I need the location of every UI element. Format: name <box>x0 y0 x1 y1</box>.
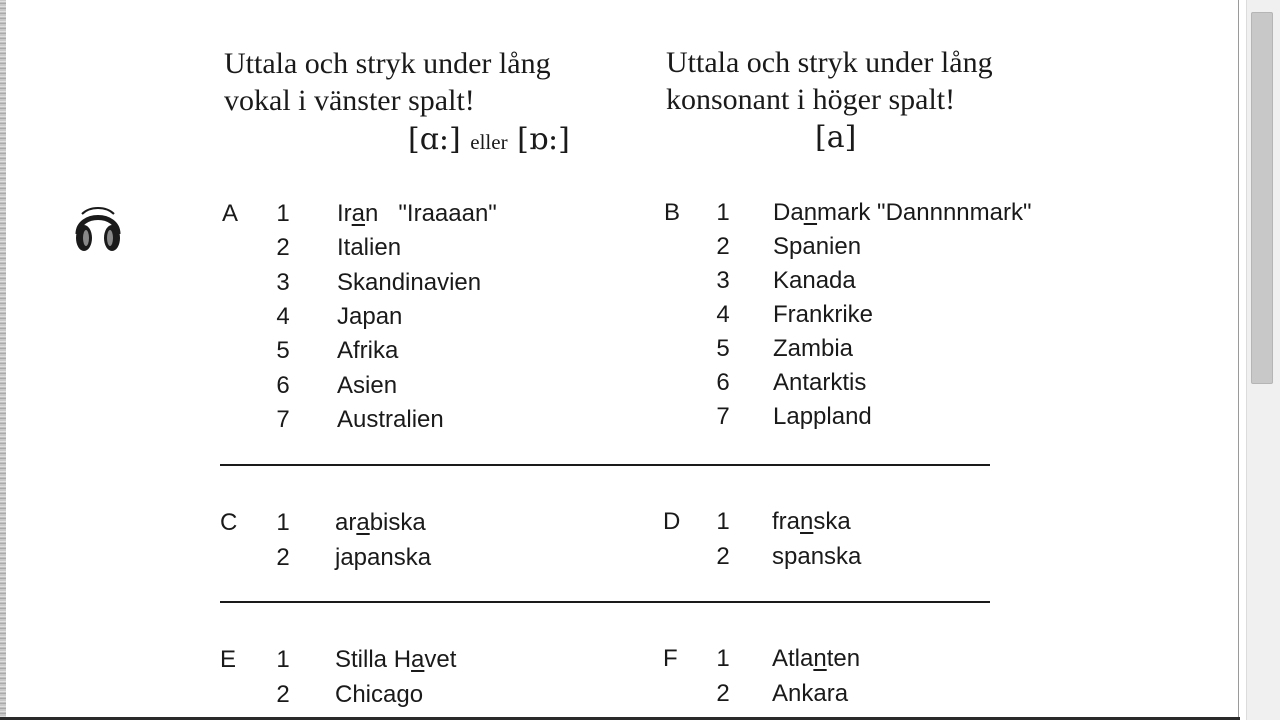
item-number: 7 <box>716 403 730 430</box>
item-word <box>772 677 848 711</box>
item-word-start: japanska <box>335 544 432 571</box>
item-word-start: Antarktis <box>773 369 867 396</box>
instruction-left-line1: Uttala och stryk under lång <box>224 47 551 80</box>
item-word-start: Italien <box>337 234 402 262</box>
item-number: 2 <box>276 544 290 571</box>
item-word-start: Frankrike <box>773 301 874 328</box>
item-number: 2 <box>716 543 730 570</box>
item-word-start: ar <box>335 509 357 536</box>
item-number: 4 <box>716 301 730 328</box>
phonetic-long-a: [ɑ:] <box>408 122 461 157</box>
item-word-start: Zambia <box>773 335 854 362</box>
item-word-start: Asien <box>337 371 398 399</box>
phonetic-left <box>408 122 570 157</box>
instruction-right-line2: konsonant i höger spalt! <box>666 83 956 116</box>
item-word-start: Australien <box>337 405 444 433</box>
item-word-start: Atla <box>772 645 814 672</box>
item-number: 2 <box>276 681 290 708</box>
item-word <box>335 506 426 540</box>
item-word-end: mark "Dannnnmark" <box>817 199 1032 226</box>
item-word-end: biska <box>369 509 426 536</box>
item-word <box>772 540 861 574</box>
item-number: 3 <box>276 268 290 296</box>
item-word <box>337 197 497 231</box>
section-letter: D <box>663 508 681 535</box>
item-word <box>337 403 444 437</box>
item-number: 6 <box>716 369 730 396</box>
instruction-left <box>224 45 551 119</box>
phonetic-right: [a] <box>815 120 857 155</box>
item-word <box>773 298 873 332</box>
section-letter: A <box>222 200 239 227</box>
item-number: 1 <box>276 509 290 536</box>
item-word <box>773 264 856 298</box>
item-number: 2 <box>716 233 730 260</box>
item-number: 1 <box>276 200 290 227</box>
item-number: 1 <box>716 645 730 672</box>
item-word-start: fra <box>772 508 801 535</box>
item-word <box>335 678 423 712</box>
item-number: 2 <box>276 234 290 262</box>
item-word <box>773 196 1032 230</box>
item-word-start: Kanada <box>773 267 856 294</box>
item-word <box>335 643 456 677</box>
item-word-underlined: n <box>803 199 818 226</box>
item-number: 6 <box>276 371 290 399</box>
item-number: 5 <box>716 335 730 362</box>
item-word-end: vet <box>424 646 457 673</box>
item-word-start: Ir <box>337 200 352 227</box>
item-word <box>335 541 431 575</box>
item-number: 2 <box>716 680 730 707</box>
item-word <box>773 400 872 434</box>
section-letter: E <box>220 646 237 673</box>
instruction-right-line1: Uttala och stryk under lång <box>666 46 993 79</box>
item-word-start: Spanien <box>773 233 862 260</box>
item-word-start: Afrika <box>337 337 399 365</box>
headphones-icon[interactable] <box>70 200 126 261</box>
item-word-start: Ankara <box>772 680 849 707</box>
item-number: 1 <box>276 646 290 673</box>
item-word-underlined: a <box>411 646 425 673</box>
item-number: 5 <box>276 337 290 365</box>
item-number: 3 <box>716 267 730 294</box>
section-letter: F <box>663 645 678 672</box>
item-word-end: n "Iraaaan" <box>365 200 497 227</box>
instruction-right <box>666 44 993 118</box>
item-word <box>773 230 861 264</box>
item-word-underlined: a <box>351 200 366 227</box>
page-edge <box>1238 0 1239 720</box>
item-word <box>773 332 853 366</box>
section-letter: B <box>664 199 681 226</box>
scan-edge <box>0 0 6 720</box>
divider-2 <box>220 601 990 603</box>
item-word-start: spanska <box>772 543 862 570</box>
item-word <box>337 266 481 300</box>
section-letter: C <box>220 509 238 536</box>
item-number: 4 <box>276 302 290 330</box>
divider-1 <box>220 464 990 466</box>
item-word <box>337 334 398 368</box>
scrollbar-thumb[interactable] <box>1251 12 1273 384</box>
item-word <box>337 231 401 265</box>
phonetic-or: eller <box>470 130 508 154</box>
item-word-start: Japan <box>337 302 403 330</box>
item-word-underlined: a <box>356 509 370 536</box>
item-number: 1 <box>716 199 730 226</box>
item-word-end: ten <box>826 645 861 672</box>
item-word-start: Lappland <box>773 403 872 430</box>
item-word <box>773 366 866 400</box>
item-number: 7 <box>276 405 290 433</box>
item-word-underlined: n <box>800 508 814 535</box>
item-word <box>337 369 397 403</box>
instruction-left-line2: vokal i vänster spalt! <box>224 84 475 117</box>
item-word-end: ska <box>813 508 851 535</box>
item-word <box>772 505 851 539</box>
item-number: 1 <box>716 508 730 535</box>
item-word-start: Da <box>773 199 804 226</box>
item-word <box>772 642 860 676</box>
item-word-start: Chicago <box>335 681 424 708</box>
phonetic-long-o: [ɒ:] <box>517 122 570 157</box>
item-word <box>337 300 402 334</box>
item-word-start: Stilla H <box>335 646 412 673</box>
item-word-underlined: n <box>813 645 827 672</box>
item-word-start: Skandinavien <box>337 268 482 296</box>
